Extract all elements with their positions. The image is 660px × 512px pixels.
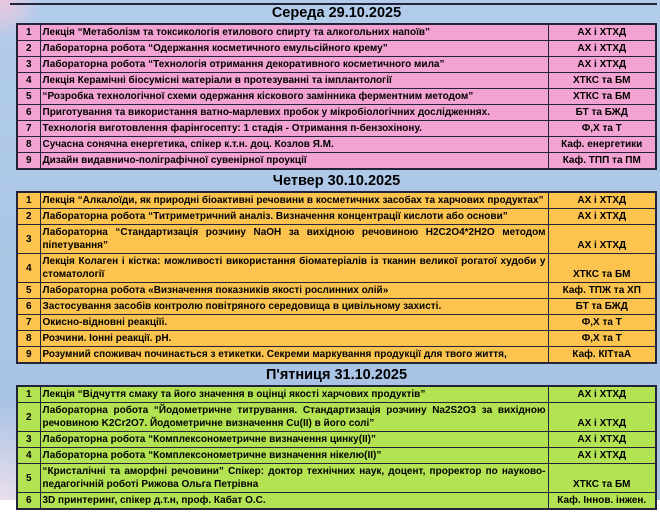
event-title: Лабораторна робота “Одержання косметичного емульсійного крему”	[40, 41, 548, 57]
table-row	[17, 386, 656, 403]
event-title: Лабораторна робота “Титриметричний аналіз. Визначення концентрації кислоти або основи”	[40, 209, 548, 225]
event-title: Лекція Колаген і кістка: можливості використання біоматеріалів із тканин великої рогатої худоби у стоматології	[40, 254, 548, 283]
row-number: 4	[17, 73, 40, 89]
row-number: 5	[17, 464, 40, 493]
table-row	[17, 403, 656, 432]
day-title: Середа 29.10.2025	[271, 5, 402, 21]
department-label: АХ і ХТХД	[548, 192, 656, 209]
department-label: ХТКС та БМ	[548, 254, 656, 283]
schedule-table-wednesday	[16, 23, 657, 170]
event-title: Лабораторна робота «Визначення показників якості рослинних олій»	[40, 283, 548, 299]
event-title: “Кристалічні та аморфні речовини” Спікер: доктор технічних наук, доцент, проректор по науково-педагогічній роботі Рижова Ольга Петрівна	[40, 464, 548, 493]
department-label: Ф,Х та Т	[548, 121, 656, 137]
department-label: АХ і ХТХД	[548, 24, 656, 41]
event-title: Лекція “Алкалоїди, як природні біоактивні речовини в косметичних засобах та харчових продуктах”	[40, 192, 548, 209]
event-title: Сучасна сонячна енергетика, спікер к.т.н. доц. Козлов Я.М.	[40, 137, 548, 153]
row-number: 8	[17, 137, 40, 153]
row-number: 1	[17, 386, 40, 403]
department-label: БТ та БЖД	[548, 105, 656, 121]
table-row	[17, 192, 656, 209]
day-section-friday	[16, 366, 657, 510]
day-section-thursday	[16, 172, 657, 364]
row-number: 3	[17, 57, 40, 73]
row-number: 8	[17, 331, 40, 347]
event-title: Розумний споживач починається з етикетки. Секреми маркування продукції для твого життя,	[40, 347, 548, 364]
table-row	[17, 121, 656, 137]
event-title: Розчини. Іонні реакції. рН.	[40, 331, 548, 347]
row-number: 4	[17, 448, 40, 464]
event-title: Окисно-відновні реакціїі.	[40, 315, 548, 331]
slide-content	[16, 4, 657, 512]
table-row	[17, 493, 656, 510]
event-title: Лабораторна робота “Технологія отримання декоративного косметичного мила”	[40, 57, 548, 73]
event-title: Застосування засобів контролю повітряного середовища в цивільному захисті.	[40, 299, 548, 315]
department-label: АХ і ХТХД	[548, 432, 656, 448]
row-number: 5	[17, 283, 40, 299]
table-row	[17, 105, 656, 121]
table-row	[17, 89, 656, 105]
department-label: АХ і ХТХД	[548, 209, 656, 225]
department-label: АХ і ХТХД	[548, 225, 656, 254]
table-row	[17, 299, 656, 315]
event-title: Лекція Керамічні біосумісні матеріали в протезуванні та імплантології	[40, 73, 548, 89]
event-title: 3D принтеринг, спікер д.т.н, проф. Кабат О.С.	[40, 493, 548, 510]
table-row	[17, 254, 656, 283]
table-row	[17, 41, 656, 57]
row-number: 9	[17, 347, 40, 364]
row-number: 4	[17, 254, 40, 283]
department-label: АХ і ХТХД	[548, 41, 656, 57]
table-row	[17, 57, 656, 73]
department-label: Каф. ТПП та ПМ	[548, 153, 656, 170]
department-label: Ф,Х та Т	[548, 315, 656, 331]
department-label: Каф. КІТтаА	[548, 347, 656, 364]
department-label: ХТКС та БМ	[548, 89, 656, 105]
row-number: 3	[17, 225, 40, 254]
event-title: Технологія виготовлення фарінгосепту: 1 стадія - Отримання п-бензохінону.	[40, 121, 548, 137]
row-number: 1	[17, 192, 40, 209]
schedule-table-thursday	[16, 191, 657, 364]
row-number: 6	[17, 299, 40, 315]
department-label: ХТКС та БМ	[548, 73, 656, 89]
event-title: Лекція “Метаболізм та токсикологія етилового спирту та алкогольних напоїв”	[40, 24, 548, 41]
department-label: АХ і ХТХД	[548, 448, 656, 464]
table-row	[17, 347, 656, 364]
department-label: ХТКС та БМ	[548, 464, 656, 493]
table-row	[17, 331, 656, 347]
event-title: Лекція “Відчуття смаку та його значення в оцінці якості харчових продуктів”	[40, 386, 548, 403]
event-title: “Розробка технологічної схеми одержання кіскового замінника ферментним методом”	[40, 89, 548, 105]
event-title: Лабораторна робота “Комплексонометричне визначення цинку(II)”	[40, 432, 548, 448]
row-number: 6	[17, 105, 40, 121]
table-row	[17, 464, 656, 493]
row-number: 7	[17, 121, 40, 137]
table-row	[17, 283, 656, 299]
table-row	[17, 24, 656, 41]
day-title: Четвер 30.10.2025	[272, 173, 401, 189]
event-title: Дизайн видавничо-поліграфічної сувенірної проукції	[40, 153, 548, 170]
table-row	[17, 448, 656, 464]
event-title: Лабораторна робота “Йодометричне титрування. Стандартизація розчину Na2S2O3 за вихідною речовиною K2Cr2O7. Йодометричне визначення Cu(II) в його солі”	[40, 403, 548, 432]
row-number: 3	[17, 432, 40, 448]
department-label: Каф. Іннов. інжен.	[548, 493, 656, 510]
department-label: АХ і ХТХД	[548, 386, 656, 403]
table-row	[17, 432, 656, 448]
day-section-wednesday	[16, 4, 657, 170]
department-label: АХ і ХТХД	[548, 403, 656, 432]
department-label: Ф,Х та Т	[548, 331, 656, 347]
table-row	[17, 137, 656, 153]
row-number: 2	[17, 41, 40, 57]
row-number: 2	[17, 209, 40, 225]
department-label: БТ та БЖД	[548, 299, 656, 315]
row-number: 5	[17, 89, 40, 105]
day-title: П'ятниця 31.10.2025	[265, 367, 408, 383]
schedule-table-friday	[16, 385, 657, 510]
event-title: Лабораторна “Стандартизація розчину NaOH за вихідною речовиною H2C2O4*2H2O методом піпетування”	[40, 225, 548, 254]
table-row	[17, 315, 656, 331]
row-number: 9	[17, 153, 40, 170]
table-row	[17, 73, 656, 89]
department-label: Каф. ТПЖ та ХП	[548, 283, 656, 299]
row-number: 7	[17, 315, 40, 331]
department-label: АХ і ХТХД	[548, 57, 656, 73]
row-number: 1	[17, 24, 40, 41]
event-title: Лабораторна робота “Комплексонометричне визначення нікелю(II)”	[40, 448, 548, 464]
row-number: 2	[17, 403, 40, 432]
table-row	[17, 153, 656, 170]
department-label: Каф. енергетики	[548, 137, 656, 153]
table-row	[17, 225, 656, 254]
row-number: 6	[17, 493, 40, 510]
event-title: Приготування та використання ватно-марлевих пробок у мікробіологічних дослідженнях.	[40, 105, 548, 121]
table-row	[17, 209, 656, 225]
